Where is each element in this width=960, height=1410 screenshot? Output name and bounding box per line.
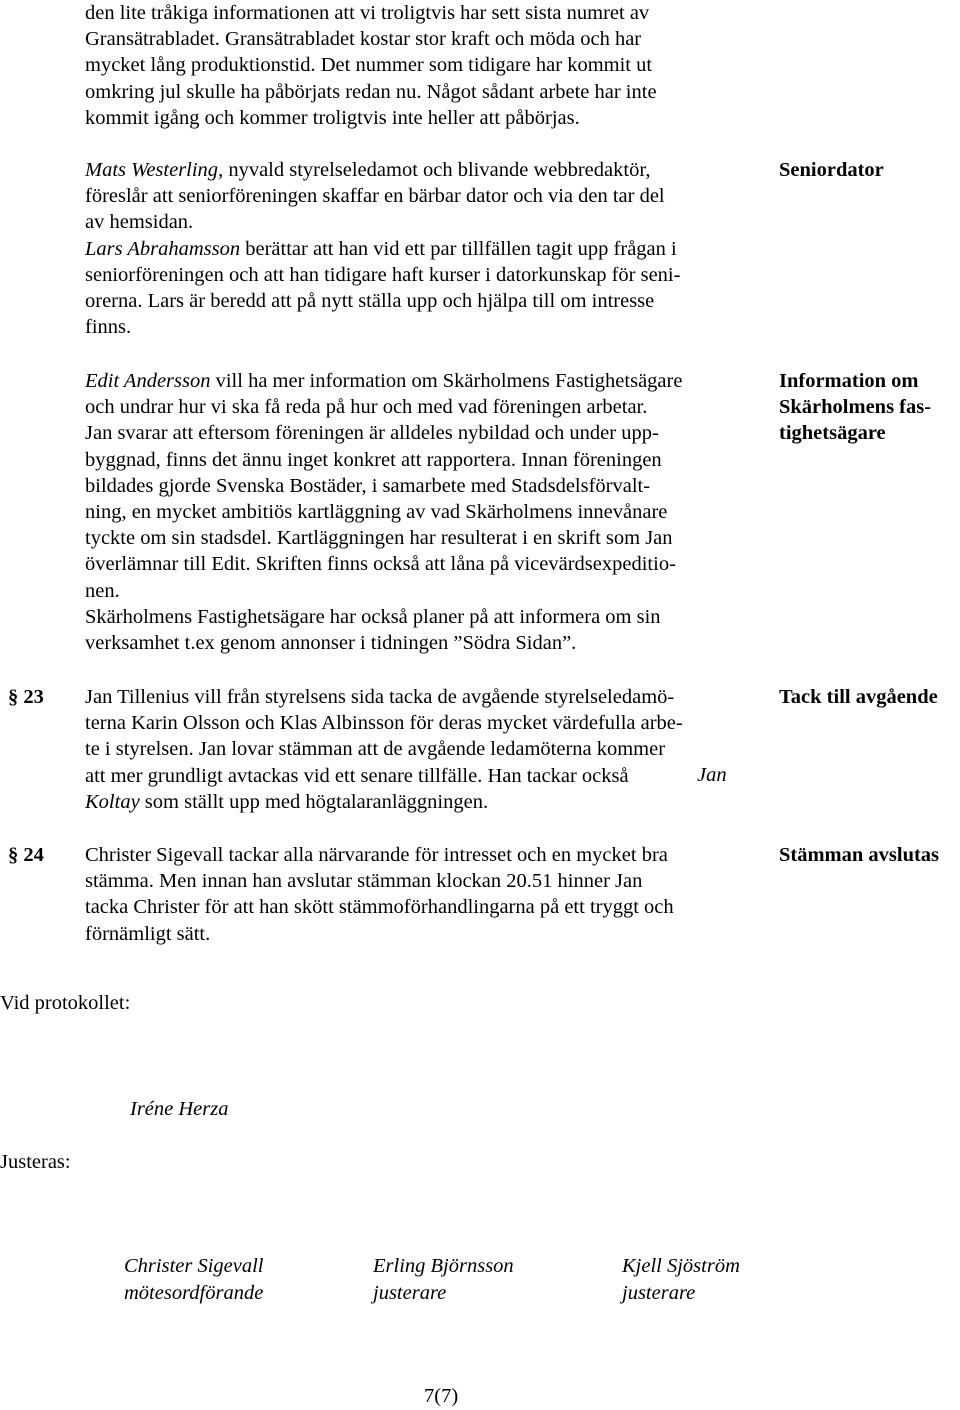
information-section: Edit Andersson vill ha mer information om Skärholmens Fastighetsägare och undrar hur vi ska få reda på hur och med vad föreningen arbetar. Jan svarar att eftersom föreningen är alldeles nybildad och under upp- byggnad, finns det ännu inget konkret att rapportera. Innan föreningen bildades gjorde Svenska Bostäder, i samarbete med Stadsdelsförvalt- ning, en mycket ambitiös kartläggning av vad Skärholmens innevånare tyckte om sin stadsdel. Kartläggningen har resulterat i en skrift som Jan överlämnar till Edit. Skriften finns också att låna på vicevärdsexpeditio- nen. Skärholmens Fastighetsägare har också planer på att informera om sin verksamhet t.ex genom annonser i tidningen ”Södra Sidan”.	[85, 370, 683, 655]
intro-paragraph	[85, 0, 775, 131]
signer-name: Erling Björnsson	[373, 1255, 514, 1277]
person-name: Mats Westerling	[85, 159, 219, 181]
page-number: 7(7)	[424, 1385, 459, 1407]
intro-line: den lite tråkiga informationen att vi troligtvis har sett sista numret av	[85, 2, 650, 24]
seniordator-section: Mats Westerling, nyvald styrelseledamot och blivande webbredaktör, föreslår att seniorföreningen skaffar en bärbar dator och via den tar del av hemsidan. Lars Abrahamsson berättar att han vid ett par tillfällen tagit upp frågan i seniorföreningen och att han tidigare haft kurser i datorkunskap för seni- orerna. Lars är beredd att på nytt ställa upp och hjälpa till om intresse finns.	[85, 159, 681, 339]
section23-heading: Tack till avgående	[779, 686, 938, 708]
section-marker: § 23	[8, 686, 44, 708]
intro-line: kommit igång och kommer troligtvis inte heller att påbörjas.	[85, 106, 580, 129]
justeras-label: Justeras:	[0, 1151, 71, 1173]
information-heading: Information om Skärholmens fas- tighetsägare	[779, 370, 932, 445]
signer-name: Christer Sigevall	[124, 1255, 264, 1277]
signer-block	[622, 1253, 740, 1307]
seniordator-heading: Seniordator	[779, 159, 884, 181]
signer-role: mötesordförande	[124, 1282, 264, 1304]
signer-role: justerare	[622, 1282, 696, 1304]
intro-line: mycket lång produktionstid. Det nummer som tidigare har kommit ut	[85, 54, 653, 77]
section24-body: Christer Sigevall tackar alla närvarande för intresset och en mycket bra stämma. Men innan han avslutar stämman klockan 20.51 hinner Jan tacka Christer för att han skött stämmoförhandlingarna på ett tryggt och förnämligt sätt.	[85, 844, 674, 945]
person-name: Lars Abrahamsson	[85, 237, 241, 260]
section24-heading: Stämman avslutas	[779, 844, 940, 866]
section23-body: Jan Tillenius vill från styrelsens sida tacka de avgående styrelseledamö- terna Karin Olsson och Klas Albinsson för deras mycket värdefulla arbe- te i styrelsen. Jan lovar stämman att de avgående ledamöterna kommer att mer grundligt avtackas vid ett senare tillfälle. Han tackar också Koltay som ställt upp med högtalaranläggningen.	[85, 686, 683, 813]
intro-line: Gransätrabladet. Gransätrabladet kostar stor kraft och möda och har	[85, 28, 642, 51]
section-marker: § 24	[8, 844, 44, 866]
signer-block	[373, 1253, 514, 1307]
person-name: Edit Andersson	[85, 370, 211, 392]
person-name-jan: Jan	[697, 764, 727, 786]
vid-protokollet-label: Vid protokollet:	[0, 992, 131, 1014]
signer-role: justerare	[373, 1282, 447, 1304]
signer-name: Kjell Sjöström	[622, 1255, 740, 1277]
person-name: Koltay	[85, 790, 140, 813]
signer-block	[124, 1253, 264, 1307]
intro-line: omkring jul skulle ha påbörjats redan nu. Något sådant arbete har inte	[85, 80, 657, 103]
secretary-name: Iréne Herza	[130, 1098, 229, 1120]
